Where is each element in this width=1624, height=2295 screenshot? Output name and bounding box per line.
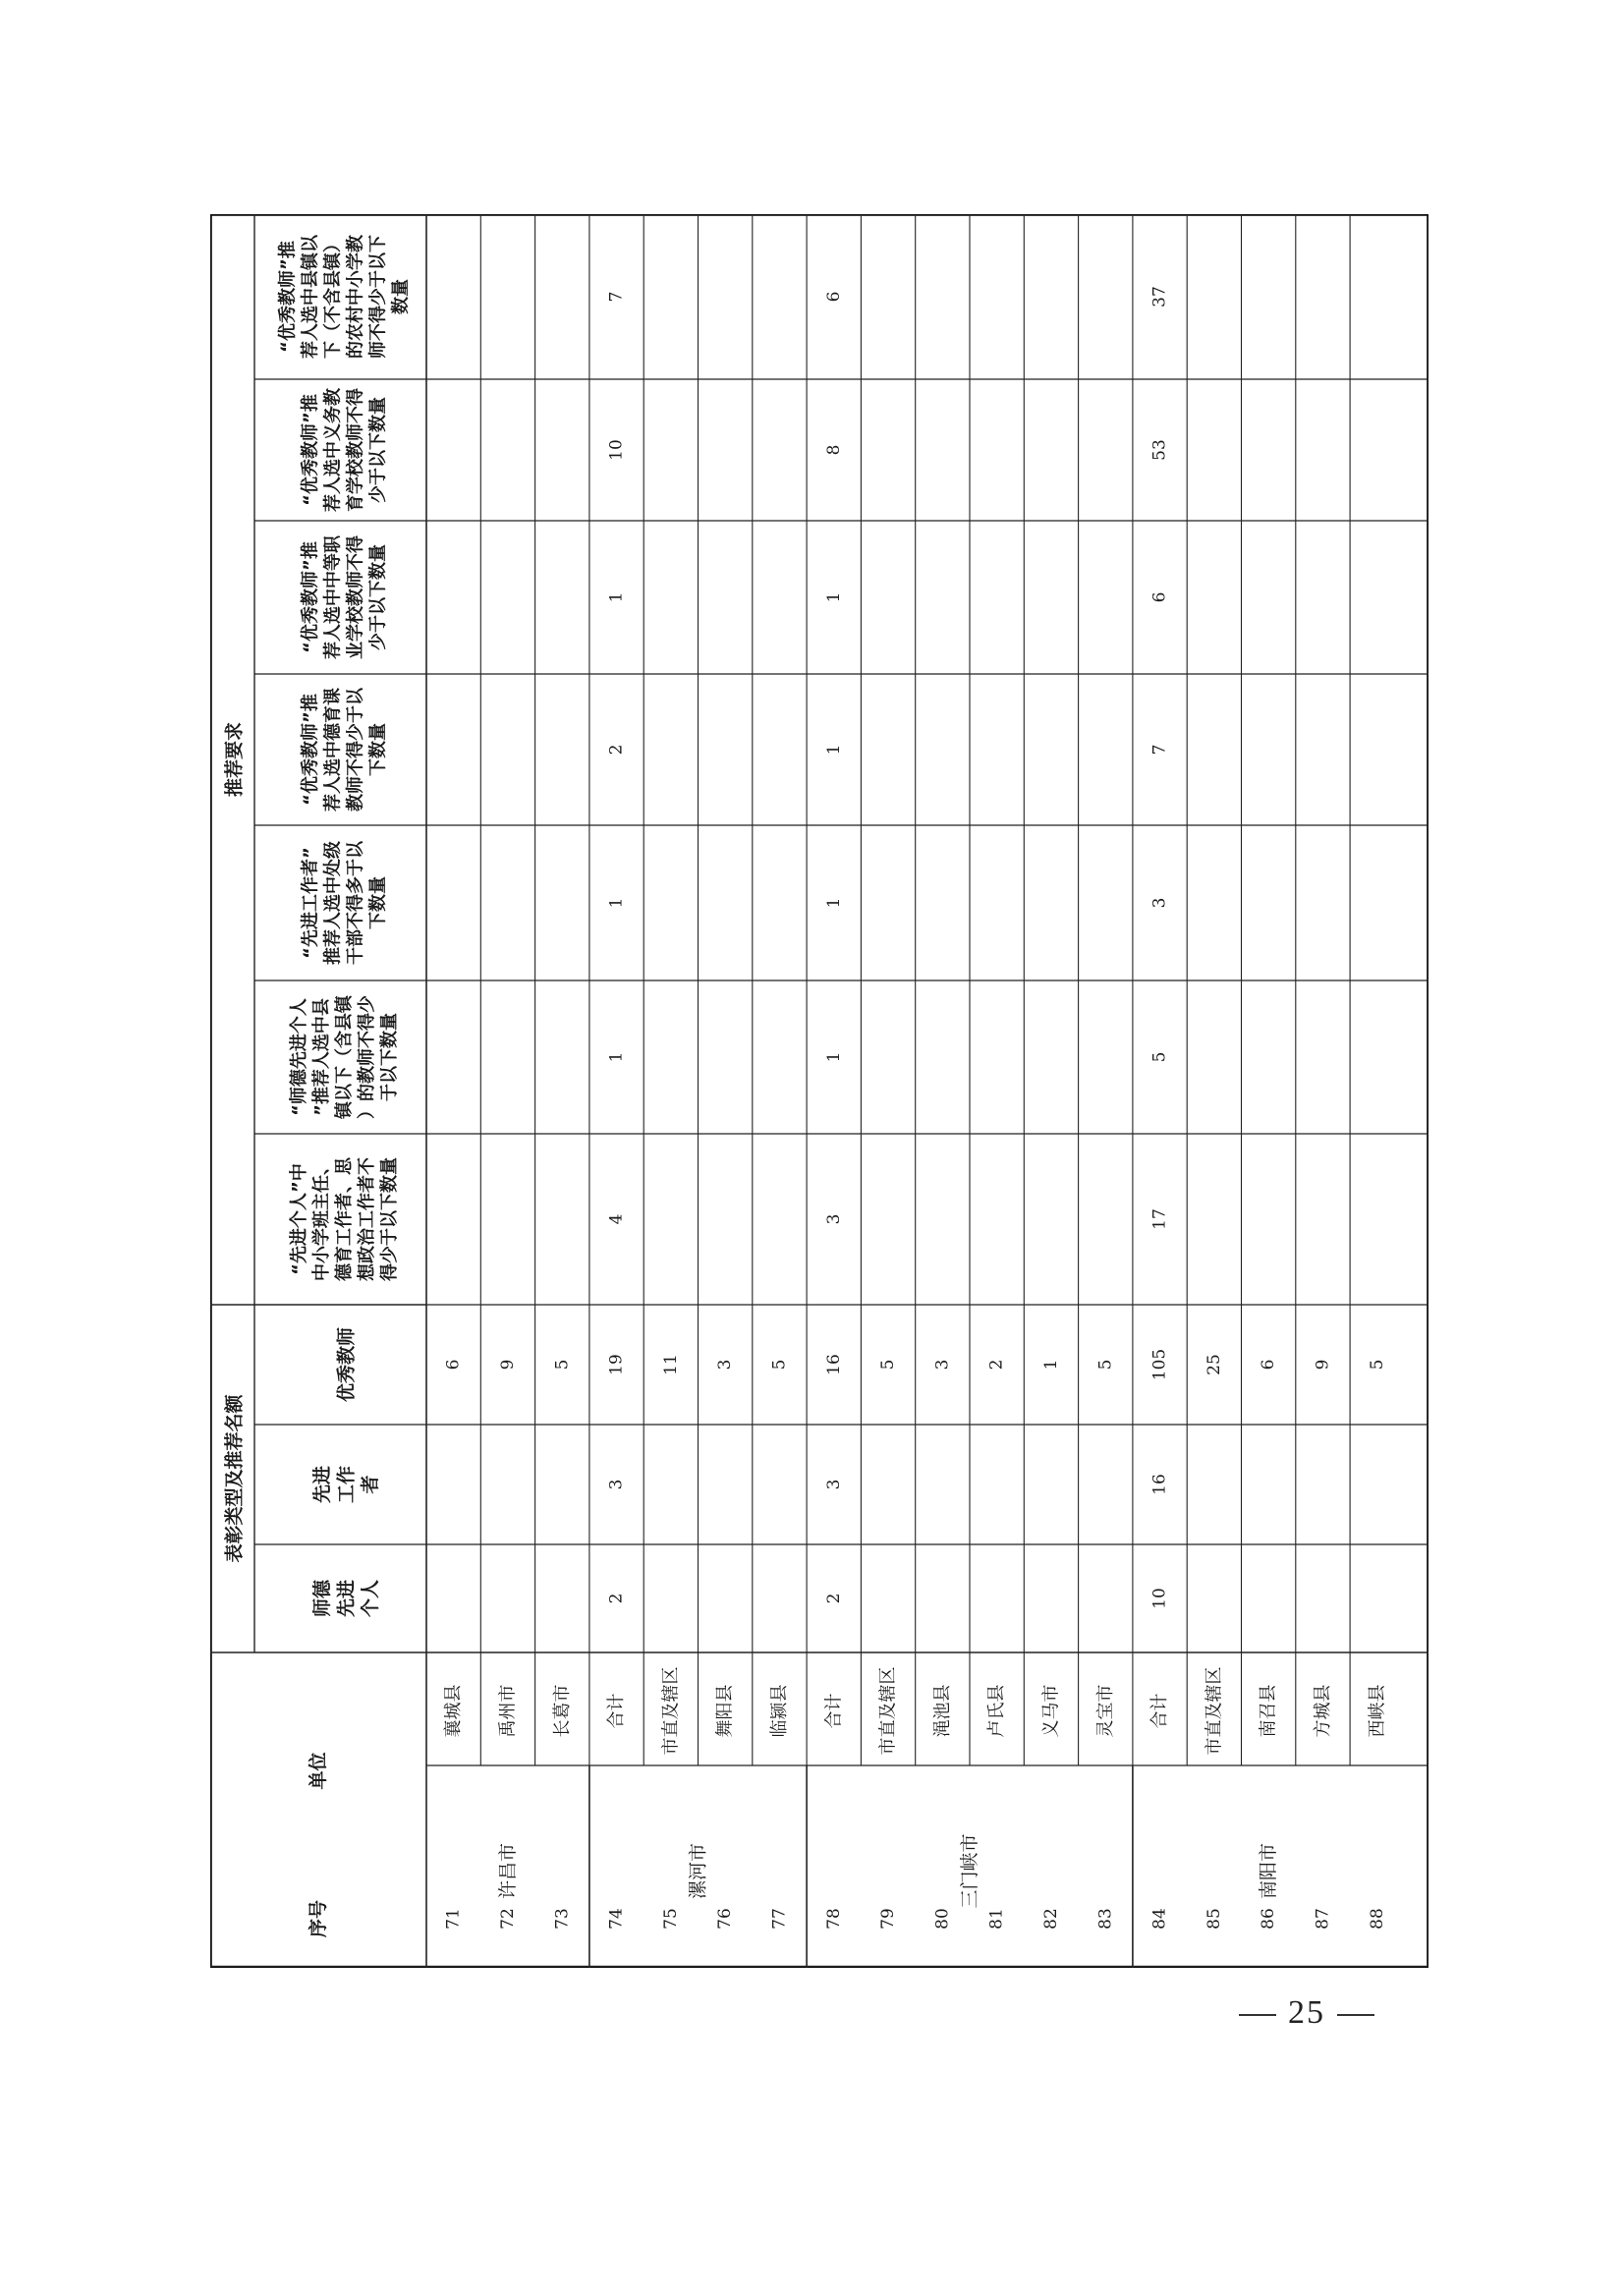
req-col-header-line: “优秀教师”推 [300, 394, 321, 506]
unit-name-line: 义马市 [1040, 1684, 1062, 1738]
cell-teacher-line: 105 [1149, 1348, 1170, 1381]
unit-name [769, 1685, 790, 1738]
row-index-line: 78 [823, 1908, 844, 1930]
cell-requirement-line: 1 [823, 1051, 844, 1063]
city-name-line: 南阳市 [1258, 1842, 1280, 1900]
req-col-header-line: “优秀教师”推 [300, 694, 321, 806]
req-col-header-line: 下数量 [367, 723, 389, 776]
row-index-line: 85 [1204, 1908, 1224, 1930]
req-col-header-line: 少于以下数量 [367, 397, 389, 503]
city-name-line: 许昌市 [496, 1842, 519, 1900]
award-col-header-line: 先进 [335, 1579, 358, 1618]
cell-teacher-line: 3 [932, 1359, 953, 1371]
cell-teacher [498, 1360, 518, 1371]
award-col-header-line: 优秀教师 [335, 1326, 358, 1403]
req-col-header-line: 中小学班主任、 [310, 1157, 332, 1281]
city-name [497, 1843, 519, 1899]
row-index-line: 82 [1040, 1908, 1061, 1930]
cell-requirement [824, 898, 844, 909]
unit-name [715, 1685, 736, 1738]
cell-requirement-line: 3 [1149, 897, 1170, 909]
cell-teacher-line: 5 [1367, 1359, 1387, 1371]
cell-ethics-line: 2 [606, 1593, 627, 1604]
unit-name [823, 1694, 844, 1729]
req-col-header [299, 534, 388, 659]
row-index [1368, 1908, 1387, 1930]
cell-requirement-line: 3 [823, 1213, 844, 1225]
req-col-header-line: 荐人选中中等职 [322, 535, 344, 659]
row-index [498, 1908, 518, 1930]
unit-name [552, 1685, 573, 1738]
cell-ethics [824, 1594, 844, 1604]
row-index [1313, 1908, 1332, 1930]
req-col-header-line: 荐人选中义务教 [322, 388, 344, 512]
cell-requirement [1150, 898, 1170, 909]
award-col-header [335, 1327, 358, 1402]
city-name [1258, 1843, 1279, 1899]
row-index-line: 76 [715, 1908, 736, 1930]
unit-name [443, 1685, 464, 1738]
cell-requirement-line: 1 [606, 591, 627, 603]
row-index-line: 71 [443, 1908, 464, 1930]
cell-teacher-line: 25 [1204, 1354, 1224, 1375]
award-col-header [310, 1466, 381, 1503]
row-index [769, 1908, 789, 1930]
cell-requirement-line: 37 [1149, 286, 1170, 308]
cell-requirement [824, 445, 844, 456]
req-col-header [299, 387, 388, 512]
cell-teacher-line: 6 [1259, 1359, 1279, 1371]
req-col-header-line: 推荐人选中处级 [322, 841, 344, 965]
group-requirements [223, 722, 246, 797]
cell-teacher [1259, 1360, 1278, 1371]
cell-teacher [769, 1360, 789, 1371]
cell-teacher [1041, 1360, 1061, 1371]
cell-requirement [607, 745, 627, 756]
unit-header-line: 单位 [308, 1752, 329, 1790]
cell-teacher [878, 1360, 898, 1371]
cell-requirement-line: 53 [1149, 439, 1170, 461]
unit-name [1204, 1667, 1224, 1756]
cell-teacher [661, 1354, 681, 1375]
row-index [932, 1908, 952, 1930]
req-col-header-line: “优秀教师”推 [300, 541, 321, 653]
unit-name-line: 市直及辖区 [1204, 1666, 1225, 1756]
cell-teacher [552, 1360, 572, 1371]
cell-teacher-line: 19 [606, 1354, 627, 1375]
row-index-line: 79 [878, 1908, 899, 1930]
req-col-header-line: ）的教师不得少 [357, 995, 378, 1119]
req-col-header-line: ”推荐人选中县 [310, 998, 332, 1116]
cell-requirement-line: 7 [606, 291, 627, 303]
req-col-header-line: 下数量 [367, 876, 389, 929]
unit-name-line: 襄城县 [443, 1684, 465, 1738]
unit-name-line: 西峡县 [1367, 1684, 1388, 1738]
req-col-header-line: 想政治工作者不 [357, 1157, 378, 1281]
table-grid [210, 214, 1428, 1968]
unit-name [878, 1667, 899, 1756]
cell-ethics-line: 2 [823, 1593, 844, 1604]
cell-teacher-line: 16 [823, 1354, 844, 1375]
group-awards [223, 1394, 246, 1563]
cell-ethics [1150, 1588, 1170, 1609]
unit-name [932, 1685, 953, 1738]
cell-worker-line: 3 [823, 1479, 844, 1490]
row-index-line: 88 [1367, 1908, 1387, 1930]
cell-worker-line: 3 [606, 1479, 627, 1490]
unit-name [1258, 1685, 1279, 1738]
req-col-header [299, 687, 388, 812]
cell-requirement [1150, 286, 1170, 308]
req-col-header-line: 数量 [390, 279, 412, 314]
row-index [1259, 1908, 1278, 1930]
cell-requirement-line: 17 [1149, 1208, 1170, 1230]
row-index-line: 86 [1259, 1908, 1279, 1930]
req-col-header-line: 育学校教师不得 [345, 388, 366, 512]
cell-teacher-line: 5 [769, 1359, 790, 1371]
index-header-line: 序号 [308, 1899, 329, 1938]
unit-name-line: 南召县 [1258, 1684, 1279, 1738]
cell-requirement-line: 2 [606, 744, 627, 756]
cell-ethics [607, 1594, 627, 1604]
row-index [552, 1908, 572, 1930]
cell-requirement [607, 1052, 627, 1063]
cell-teacher-line: 5 [1095, 1359, 1116, 1371]
cell-requirement [1150, 745, 1170, 756]
cell-requirement [824, 745, 844, 756]
row-index [715, 1908, 735, 1930]
req-col-header-line: 荐人选中县镇以 [300, 235, 321, 359]
cell-requirement [824, 592, 844, 603]
page-number [1208, 1994, 1405, 2032]
unit-name [1095, 1685, 1116, 1738]
row-index-line: 83 [1095, 1908, 1116, 1930]
req-col-header-line: 镇以下（含县镇 [334, 995, 355, 1119]
cell-requirement [1150, 592, 1170, 603]
row-index-line: 72 [497, 1908, 518, 1930]
row-index [661, 1908, 681, 1930]
cell-requirement [824, 1214, 844, 1225]
req-col-header-line: “师德先进个人 [288, 998, 309, 1116]
req-col-header-line: 业学校教师不得 [345, 535, 366, 659]
row-index [1095, 1908, 1115, 1930]
cell-requirement [607, 898, 627, 909]
cell-teacher [607, 1354, 627, 1375]
cell-teacher-line: 5 [552, 1359, 573, 1371]
cell-requirement-line: 1 [823, 591, 844, 603]
cell-requirement [1150, 1052, 1170, 1063]
cell-requirement [607, 592, 627, 603]
cell-teacher [1095, 1360, 1115, 1371]
cell-teacher [1368, 1360, 1387, 1371]
unit-name-line: 合计 [823, 1693, 845, 1729]
cell-requirement [607, 439, 627, 461]
cell-requirement-line: 6 [1149, 591, 1170, 603]
cell-worker [607, 1480, 627, 1490]
row-index-line: 87 [1313, 1908, 1333, 1930]
cell-ethics-line: 10 [1149, 1588, 1170, 1609]
index-header [307, 1900, 329, 1937]
unit-name-line: 禹州市 [497, 1684, 519, 1738]
unit-name-line: 渑池县 [931, 1684, 953, 1738]
cell-requirement-line: 1 [823, 744, 844, 756]
award-col-header-line: 先进 [311, 1465, 334, 1504]
unit-name [1040, 1685, 1061, 1738]
cell-teacher [444, 1360, 464, 1371]
req-col-header [288, 1156, 400, 1281]
unit-name-line: 市直及辖区 [660, 1666, 682, 1756]
req-col-header-line: “先进个人”中 [288, 1163, 309, 1275]
unit-name [497, 1685, 518, 1738]
cell-requirement [1150, 439, 1170, 461]
right-dash [1337, 2014, 1374, 2016]
city-name [959, 1833, 980, 1908]
group-awards-line: 表彰类型及推荐名额 [223, 1394, 246, 1563]
req-col-header-line: 干部不得多于以 [345, 841, 366, 965]
row-index [444, 1908, 464, 1930]
award-col-header-line: 师德 [311, 1579, 334, 1618]
cell-teacher-line: 5 [878, 1359, 899, 1371]
cell-teacher [1313, 1360, 1332, 1371]
req-col-header-line: 的农村中小学教 [345, 235, 366, 359]
req-col-header [299, 840, 388, 965]
row-index-line: 73 [552, 1908, 573, 1930]
award-col-header-line: 个人 [359, 1579, 381, 1618]
unit-name [986, 1685, 1007, 1738]
left-dash [1239, 2014, 1276, 2016]
req-col-header-line: 少于以下数量 [367, 544, 389, 650]
req-col-header [276, 234, 411, 359]
unit-name-line: 灵宝市 [1094, 1684, 1116, 1738]
cell-requirement-line: 6 [823, 291, 844, 303]
req-col-header-line: 德育工作者、思 [334, 1157, 355, 1281]
city-name-line: 漯河市 [687, 1842, 709, 1900]
unit-name [1313, 1685, 1333, 1738]
cell-requirement-line: 1 [606, 897, 627, 909]
cell-teacher-line: 11 [660, 1354, 681, 1375]
group-requirements-line: 推荐要求 [223, 721, 246, 798]
req-col-header-line: “优秀教师”推 [277, 241, 299, 353]
row-index [607, 1908, 627, 1930]
unit-name [1367, 1685, 1387, 1738]
row-index [1041, 1908, 1061, 1930]
cell-teacher-line: 9 [1313, 1359, 1333, 1371]
cell-teacher [987, 1360, 1007, 1371]
req-col-header-line: 于以下数量 [379, 1013, 401, 1101]
row-index [1150, 1908, 1170, 1930]
cell-requirement-line: 8 [823, 444, 844, 456]
unit-name [606, 1694, 627, 1729]
cell-teacher [1150, 1349, 1170, 1380]
row-index-line: 81 [986, 1908, 1007, 1930]
row-index-line: 84 [1149, 1908, 1170, 1930]
unit-name-line: 卢氏县 [986, 1684, 1008, 1738]
row-index [987, 1908, 1007, 1930]
cell-worker [824, 1480, 844, 1490]
award-col-header-line: 者 [359, 1475, 381, 1494]
cell-requirement [824, 292, 844, 303]
cell-teacher-line: 3 [715, 1359, 736, 1371]
unit-name [660, 1667, 681, 1756]
req-col-header-line: “先进工作者” [300, 847, 321, 959]
cell-teacher-line: 6 [443, 1359, 464, 1371]
unit-name [1149, 1694, 1170, 1729]
unit-name-line: 舞阳县 [714, 1684, 736, 1738]
award-col-header-line: 工作 [335, 1465, 358, 1504]
row-index-line: 75 [660, 1908, 681, 1930]
unit-name-line: 合计 [606, 1693, 628, 1729]
cell-requirement [1150, 1208, 1170, 1230]
rotated-table [210, 214, 1428, 1968]
row-index [824, 1908, 844, 1930]
cell-requirement-line: 1 [823, 897, 844, 909]
cell-requirement [607, 292, 627, 303]
cell-teacher-line: 2 [986, 1359, 1007, 1371]
req-col-header-line: 教师不得少于以 [345, 688, 366, 812]
city-name-line: 三门峡市 [959, 1833, 980, 1909]
row-index-line: 77 [769, 1908, 790, 1930]
cell-requirement-line: 7 [1149, 744, 1170, 756]
cell-teacher-line: 9 [497, 1359, 518, 1371]
unit-name-line: 合计 [1149, 1693, 1171, 1729]
unit-header [307, 1752, 329, 1789]
cell-requirement [824, 1052, 844, 1063]
cell-requirement-line: 10 [606, 439, 627, 461]
cell-teacher-line: 1 [1040, 1359, 1061, 1371]
cell-requirement-line: 5 [1149, 1051, 1170, 1063]
cell-requirement-line: 1 [606, 1051, 627, 1063]
unit-name-line: 市直及辖区 [877, 1666, 899, 1756]
row-index-line: 74 [606, 1908, 627, 1930]
cell-worker [1150, 1474, 1170, 1495]
unit-name-line: 方城县 [1312, 1684, 1333, 1738]
cell-requirement [607, 1214, 627, 1225]
cell-teacher [715, 1360, 735, 1371]
page-number-text: 25 [1288, 1994, 1325, 2031]
req-col-header [288, 994, 400, 1119]
req-col-header-line: 得少于以下数量 [379, 1157, 401, 1281]
unit-name-line: 长葛市 [551, 1684, 573, 1738]
req-col-header-line: 下（不含县镇） [322, 235, 344, 359]
row-index-line: 80 [932, 1908, 953, 1930]
unit-name-line: 临颍县 [768, 1684, 790, 1738]
cell-teacher [1204, 1354, 1224, 1375]
cell-worker-line: 16 [1149, 1474, 1170, 1495]
row-index [1204, 1908, 1224, 1930]
cell-teacher [824, 1354, 844, 1375]
req-col-header-line: 师不得少于以下 [367, 235, 389, 359]
cell-teacher [932, 1360, 952, 1371]
city-name [688, 1843, 709, 1899]
req-col-header-line: 荐人选中德育课 [322, 688, 344, 812]
cell-requirement-line: 4 [606, 1213, 627, 1225]
row-index [878, 1908, 898, 1930]
award-col-header [310, 1579, 381, 1617]
